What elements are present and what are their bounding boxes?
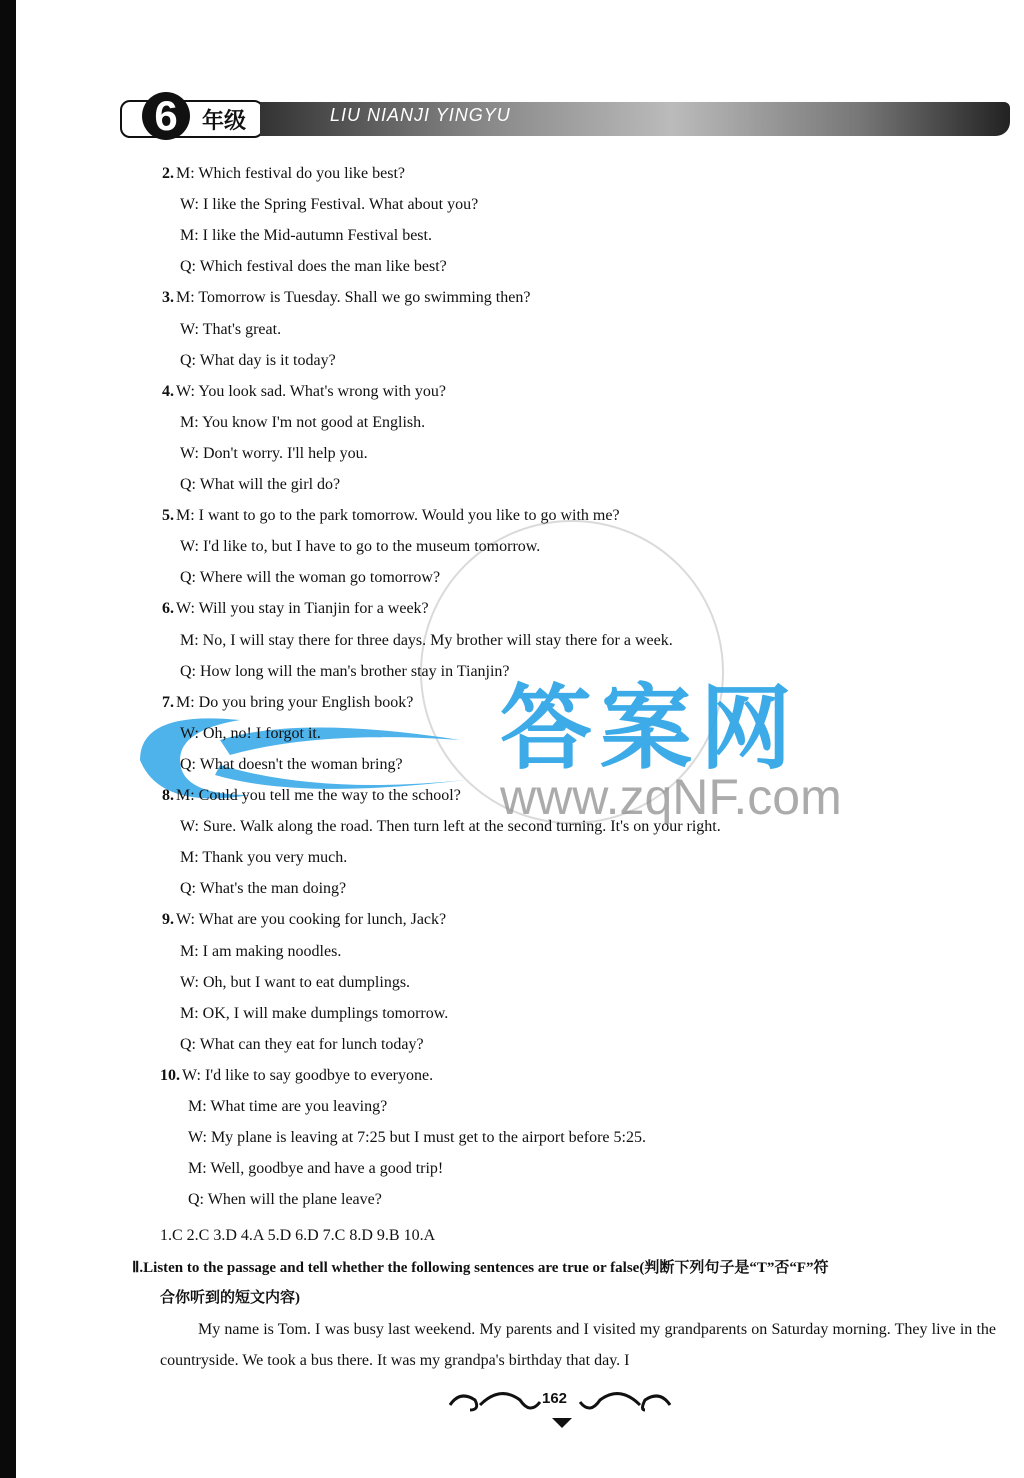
dialogue-first-line [162,910,446,930]
dialogue-line: Q: Where will the woman go tomorrow? [180,569,441,587]
dialogue-text: M: Do you bring your English book? [176,693,414,711]
dialogue-line: M: Thank you very much. [180,849,348,867]
dialogue-line: W: Don't worry. I'll help you. [180,444,368,462]
dialogue-line: Q: When will the plane leave? [188,1191,382,1209]
dialogue-line: M: Well, goodbye and have a good trip! [188,1160,444,1178]
dialogue-number: 4. [162,382,174,400]
dialogue-number: 2. [162,165,174,182]
dialogue-text: M: Which festival do you like best? [176,165,405,182]
dialogue-line: W: My plane is leaving at 7:25 but I must get to the airport before 5:25. [188,1129,646,1147]
dialogue-line: M: What time are you leaving? [188,1098,388,1115]
section-title-line2: 合你听到的短文内容) [160,1290,300,1306]
dialogue-line: Q: What day is it today? [180,351,336,369]
dialogue-first-line [162,599,429,619]
dialogue-line: M: I am making noodles. [180,942,342,960]
dialogue-line: W: That's great. [180,320,282,338]
page-number: 162 [542,1390,568,1407]
dialogue-line: Q: What will the girl do? [180,476,341,493]
dialogue-first-line [162,288,530,308]
dialogue-first-line [162,382,446,402]
dialogue-line: Q: What doesn't the woman bring? [180,755,403,773]
dialogue-line: Q: What's the man doing? [180,880,347,898]
dialogue-text: M: I want to go to the park tomorrow. Would you like to go with me? [176,507,620,525]
section-title-text: Listen to the passage and tell whether the following sentences are true or false(判断下列句子是“T”否“F”符 [143,1260,829,1276]
section-title-line1 [132,1258,829,1278]
dialogue-first-line [160,1066,433,1086]
dialogue-line: W: Oh, but I want to eat dumplings. [180,973,411,991]
dialogue-number: 3. [162,289,174,307]
passage-paragraph: My name is Tom. I was busy last weekend. My parents and I visited my grandparents on Saturday morning. They live in the countryside. We took a bus there. It was my grandpa's birthday that day. I [160,1321,996,1369]
series-title: LIU NIANJI YINGYU [330,105,511,125]
dialogue-line: M: OK, I will make dumplings tomorrow. [180,1004,449,1022]
dialogue-text: M: Tomorrow is Tuesday. Shall we go swimming then? [176,289,531,307]
dialogue-number: 5. [162,507,174,525]
dialogue-text: W: I'd like to say goodbye to everyone. [182,1066,434,1084]
page-footer [440,1380,680,1430]
dialogue-line: M: You know I'm not good at English. [180,413,426,431]
dialogue-first-line [162,786,461,806]
dialogue-line: W: I like the Spring Festival. What about you? [180,196,479,214]
dialogue-number: 7. [162,693,174,711]
page-header [120,92,1010,140]
page-edge [0,0,16,1478]
section-numeral: Ⅱ. [132,1260,144,1276]
dialogue-text: W: Will you stay in Tianjin for a week? [176,600,429,618]
grade-number: 6 [142,92,190,140]
dialogue-text: W: You look sad. What's wrong with you? [176,382,446,400]
dialogue-line: W: Sure. Walk along the road. Then turn left at the second turning. It's on your right. [180,818,721,836]
watermark-url: www.zqNF.com [500,769,842,825]
watermark-title: 答案网 [500,675,801,782]
dialogue-text: M: Could you tell me the way to the school? [176,787,461,804]
dialogue-line: M: I like the Mid-autumn Festival best. [180,227,432,245]
dialogue-line: M: No, I will stay there for three days. My brother will stay there for a week. [180,631,673,649]
grade-label: 年级 [202,109,247,134]
dialogue-line: W: I'd like to, but I have to go to the museum tomorrow. [180,538,541,556]
dialogue-text: W: What are you cooking for lunch, Jack? [176,911,447,929]
dialogue-first-line [162,506,620,526]
dialogue-number: 10. [160,1066,180,1084]
dialogue-line: Q: Which festival does the man like best? [180,258,447,276]
answer-key: 1.C 2.C 3.D 4.A 5.D 6.D 7.C 8.D 9.B 10.A [160,1227,436,1244]
dialogue-line: Q: How long will the man's brother stay in Tianjin? [180,662,510,680]
dialogue-first-line [162,693,413,713]
dialogue-line: W: Oh, no! I forgot it. [180,724,321,742]
dialogue-number: 6. [162,600,174,618]
dialogue-line: Q: What can they eat for lunch today? [180,1035,424,1053]
dialogue-first-line [162,164,405,184]
dialogue-number: 8. [162,787,174,804]
dialogue-number: 9. [162,911,174,929]
